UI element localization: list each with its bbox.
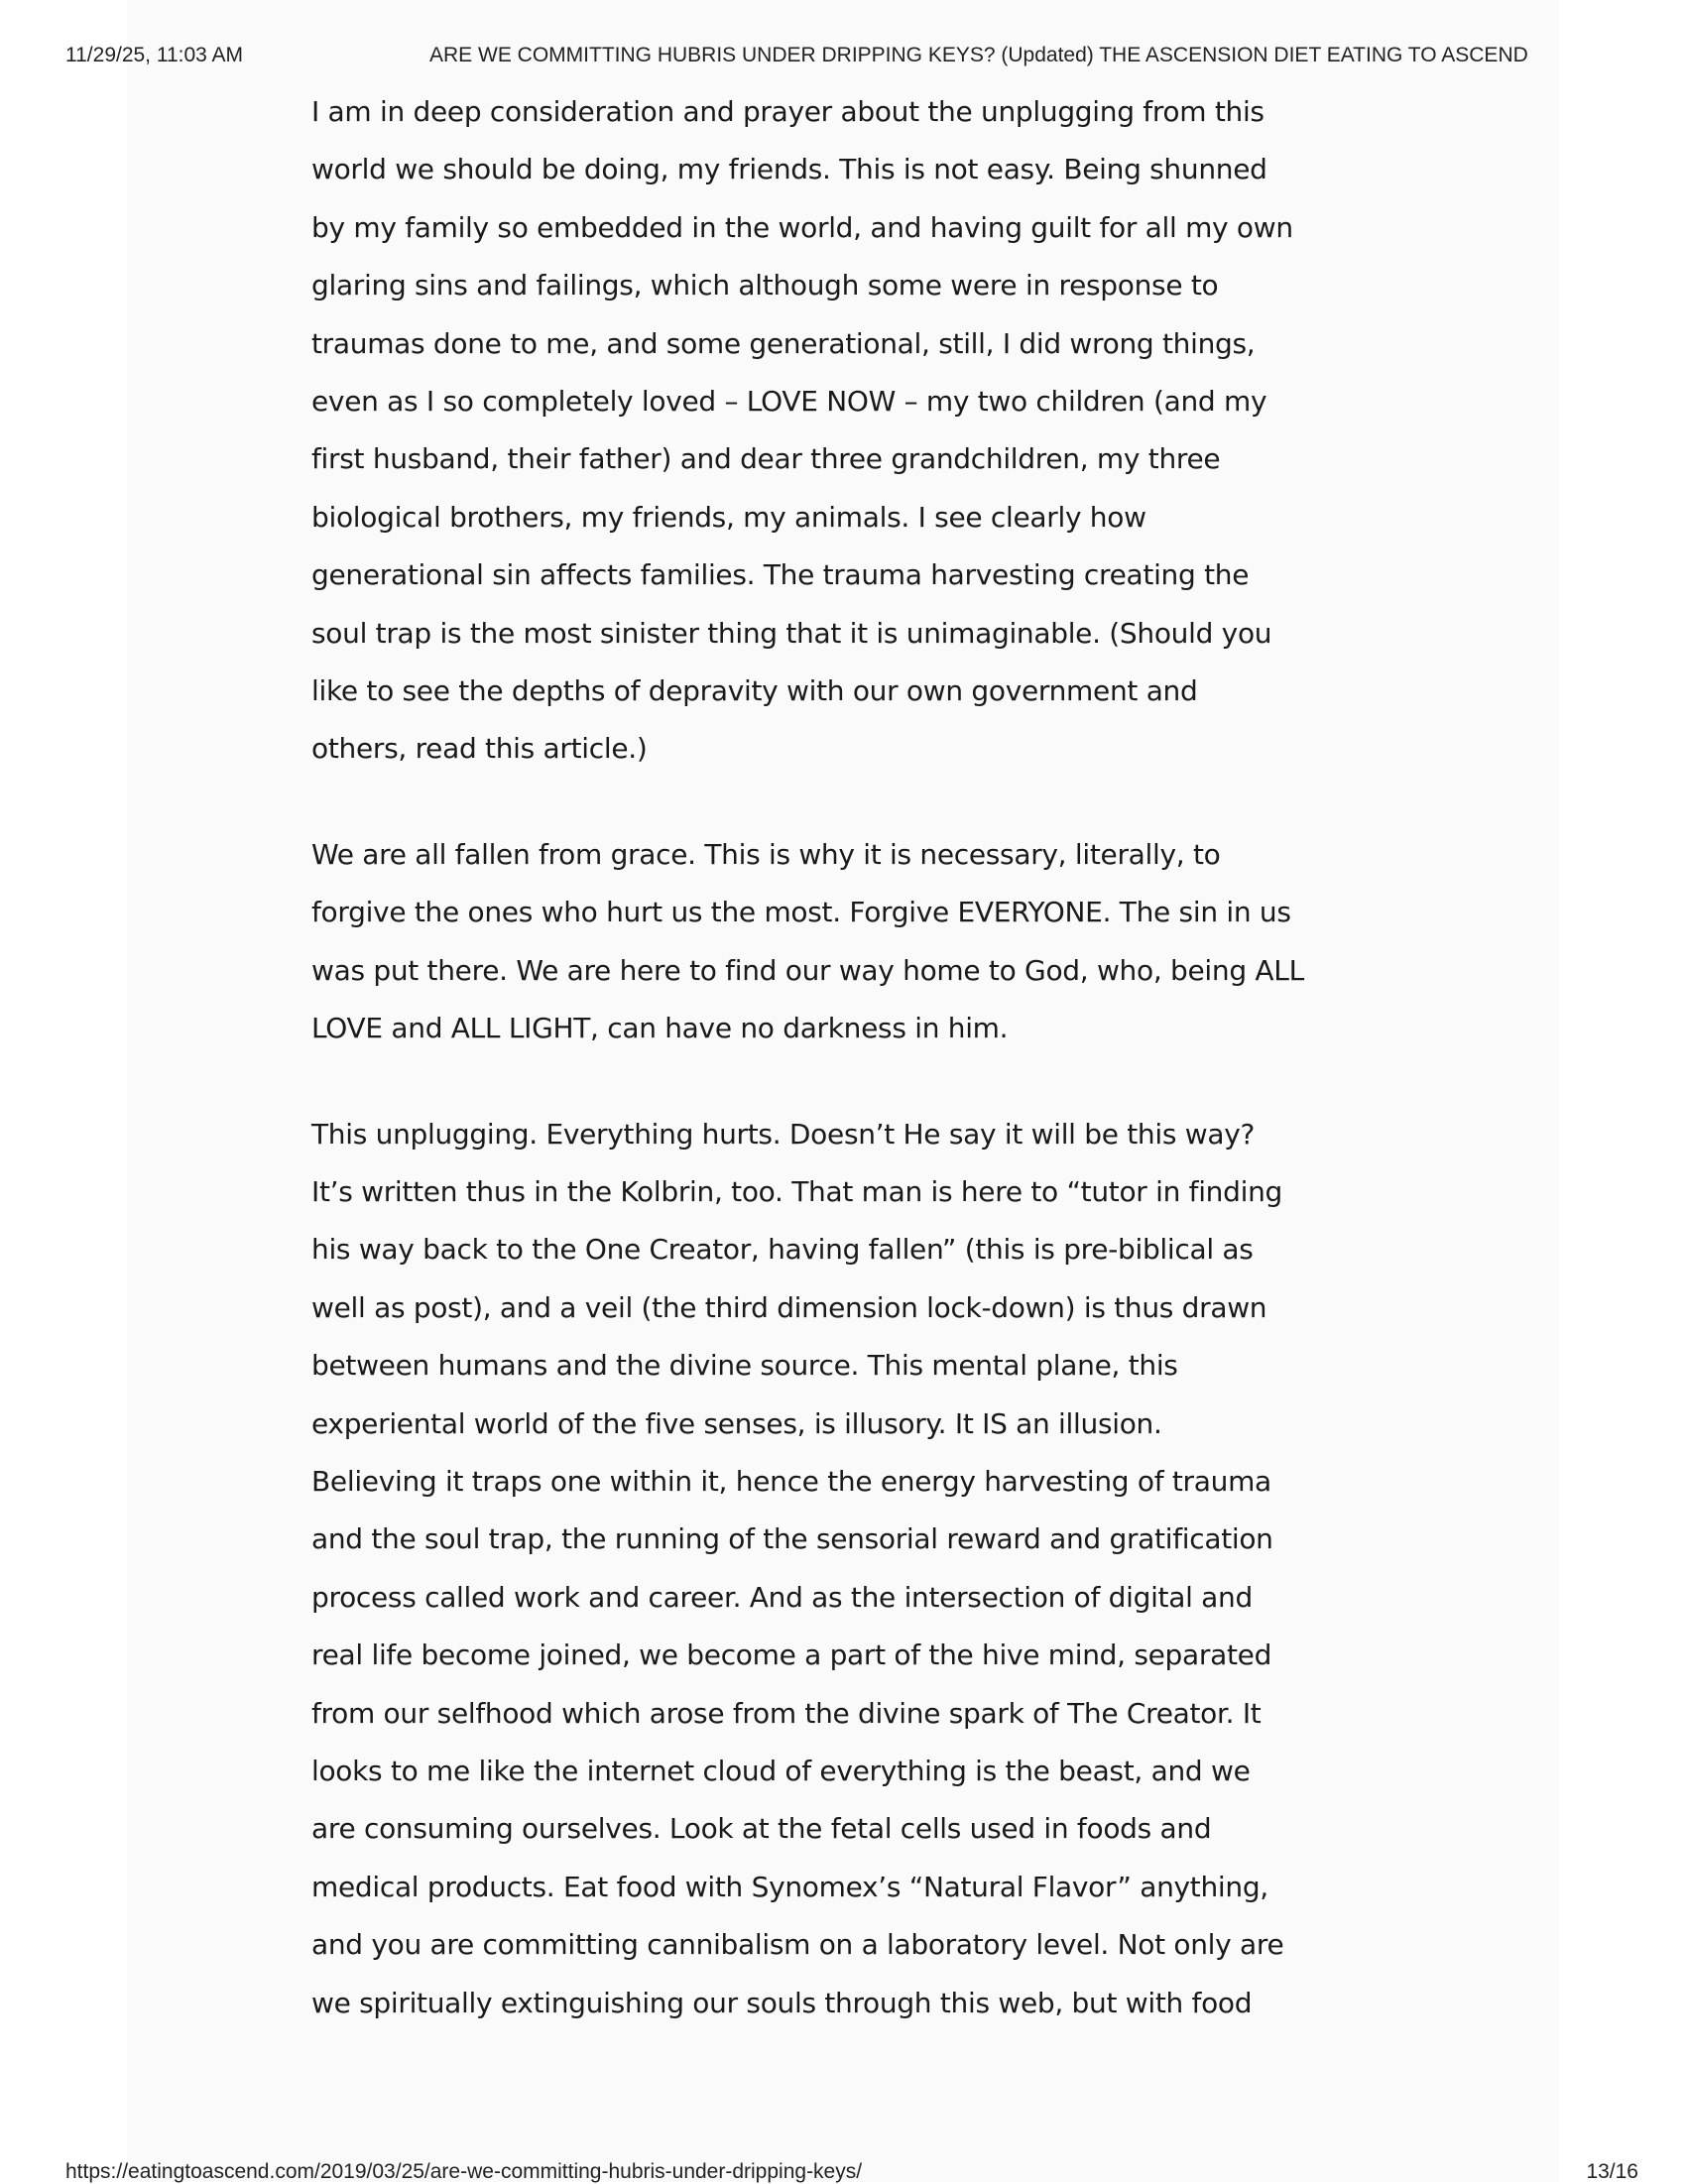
- article-text-line: his way back to the One Creator, having fallen” (this is pre-biblical as: [311, 1233, 1254, 1267]
- article-text-line: We are all fallen from grace. This is why it is necessary, literally, to: [311, 837, 1221, 871]
- article-text-line: are consuming ourselves. Look at the fetal cells used in foods and: [311, 1812, 1212, 1846]
- article-text-line: from our selfhood which arose from the divine spark of The Creator. It: [311, 1696, 1262, 1730]
- print-page-url: https://eatingtoascend.com/2019/03/25/are-we-committing-hubris-under-dripping-keys/: [65, 2160, 863, 2183]
- article-text-line: traumas done to me, and some generational, still, I did wrong things,: [311, 326, 1256, 360]
- article-text-line: generational sin affects families. The trauma harvesting creating the: [311, 558, 1250, 592]
- article-text-line: real life become joined, we become a part of the hive mind, separated: [311, 1638, 1272, 1672]
- print-page-number: 13/16: [1586, 2160, 1638, 2183]
- article-text-line: glaring sins and failings, which although some were in response to: [311, 269, 1219, 303]
- print-document-title: ARE WE COMMITTING HUBRIS UNDER DRIPPING KEYS? (Updated) THE ASCENSION DIET EATING TO ASCEND: [429, 44, 1528, 66]
- article-text-line: well as post), and a veil (the third dimension lock-down) is thus drawn: [311, 1290, 1267, 1324]
- article-text-line: process called work and career. And as the intersection of digital and: [311, 1580, 1253, 1614]
- article-text-line: world we should be doing, my friends. This is not easy. Being shunned: [311, 153, 1267, 186]
- article-text-line: and you are committing cannibalism on a laboratory level. Not only are: [311, 1928, 1284, 1962]
- article-text-line: It’s written thus in the Kolbrin, too. That man is here to “tutor in finding: [311, 1174, 1282, 1208]
- print-header: [0, 44, 1686, 73]
- article-text-line: like to see the depths of depravity with our own government and: [311, 674, 1198, 708]
- article-text-line: forgive the ones who hurt us the most. Forgive EVERYONE. The sin in us: [311, 896, 1291, 929]
- article-text-line: others, read this article.): [311, 732, 648, 766]
- article-text-line: experiental world of the five senses, is illusory. It IS an illusion.: [311, 1406, 1162, 1440]
- article-paragraph: [311, 826, 1402, 1058]
- article-body: [311, 83, 1402, 2080]
- article-text-line: even as I so completely loved – LOVE NOW – my two children (and my: [311, 385, 1267, 419]
- print-timestamp: 11/29/25, 11:03 AM: [65, 44, 244, 66]
- article-text-line: by my family so embedded in the world, and having guilt for all my own: [311, 210, 1293, 244]
- article-text-line: I am in deep consideration and prayer about the unplugging from this: [311, 95, 1264, 128]
- article-text-line: medical products. Eat food with Synomex’s “Natural Flavor” anything,: [311, 1870, 1268, 1903]
- article-text-line: first husband, their father) and dear three grandchildren, my three: [311, 442, 1221, 476]
- article-text-line: soul trap is the most sinister thing that it is unimaginable. (Should you: [311, 616, 1272, 650]
- article-text-line: between humans and the divine source. This mental plane, this: [311, 1349, 1178, 1383]
- article-text-line: looks to me like the internet cloud of everything is the beast, and we: [311, 1754, 1251, 1787]
- article-text-line: was put there. We are here to find our way home to God, who, being ALL: [311, 953, 1304, 987]
- article-paragraph: [311, 83, 1402, 779]
- article-text-line: LOVE and ALL LIGHT, can have no darkness in him.: [311, 1012, 1009, 1045]
- article-paragraph: [311, 1106, 1402, 2033]
- article-text-line: This unplugging. Everything hurts. Doesn’t He say it will be this way?: [311, 1117, 1256, 1151]
- article-text-line: Believing it traps one within it, hence the energy harvesting of trauma: [311, 1464, 1271, 1498]
- article-text-line: and the soul trap, the running of the sensorial reward and gratification: [311, 1522, 1273, 1556]
- article-text-line: we spiritually extinguishing our souls through this web, but with food: [311, 1986, 1253, 2019]
- article-text-line: biological brothers, my friends, my animals. I see clearly how: [311, 500, 1146, 534]
